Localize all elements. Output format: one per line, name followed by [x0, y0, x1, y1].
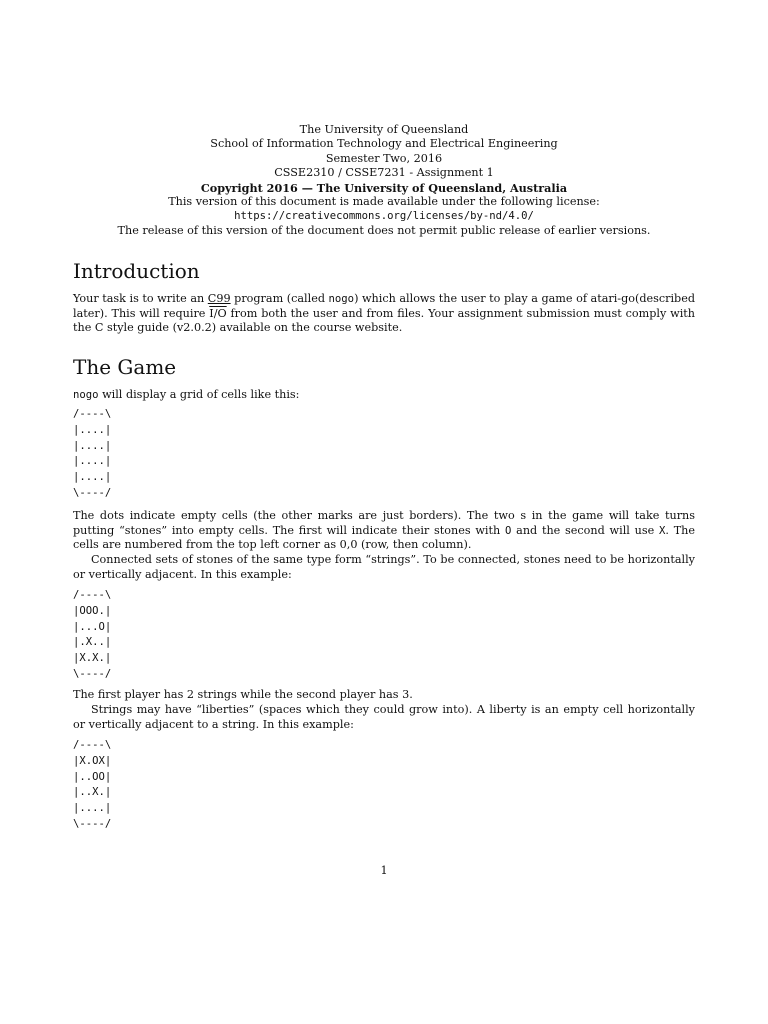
grid-line: |....|: [73, 455, 112, 468]
document-header: [0, 123, 768, 238]
stone-x-symbol: X: [658, 524, 666, 537]
grid-line: |...O|: [73, 620, 112, 633]
stones-text-2: and the second will use: [511, 523, 659, 537]
grid-line: |....|: [73, 439, 112, 452]
io-term: I/O: [209, 306, 227, 320]
license-intro: This version of this document is made available under the following license:: [168, 195, 600, 209]
grid-line: |OOO.|: [73, 604, 112, 617]
grid-line: \----/: [73, 667, 112, 680]
grid-line: \----/: [73, 817, 112, 830]
intro-text-4: from both the user and from files. Your assignment submission must comply with the C style guide (v2.0.2) available on the course website.: [73, 306, 695, 335]
copyright-line: Copyright 2016 — The University of Queensland, Australia: [200, 180, 568, 195]
liberties-paragraph: Strings may have “liberties” (spaces which they could grow into). A liberty is an empty cell horizontally or vertically adjacent to a string. In this example:: [73, 703, 695, 731]
grid-line: |X.X.|: [73, 652, 112, 665]
introduction-paragraph: [73, 292, 695, 336]
strings-grid-example: [73, 588, 111, 683]
license-url: https://creativecommons.org/licenses/by-nd/4.0/: [234, 210, 534, 223]
grid-line: |....|: [73, 802, 112, 815]
page-number: 1: [380, 864, 388, 877]
grid-line: /----\: [73, 589, 112, 601]
intro-text-1: Your task is to write an: [73, 292, 208, 305]
grid-line: \----/: [73, 486, 112, 499]
game-intro-paragraph: [73, 388, 695, 403]
strings-paragraph: Connected sets of stones of the same type form “strings”. To be connected, stones need to be horizontally or vertically adjacent. In this example:: [73, 553, 695, 581]
stones-text-1: The dots indicate empty cells (the other marks are just borders). The two s in the game will take turns putting “stones” into empty cells. The first will indicate their stones with: [73, 509, 695, 537]
grid-line: /----\: [73, 408, 112, 420]
grid-line: |..OO|: [73, 770, 112, 783]
introduction-heading: Introduction: [73, 259, 200, 283]
grid-line: |....|: [73, 423, 112, 436]
university-name: The University of Queensland: [299, 123, 469, 136]
c99-term: C99: [207, 292, 231, 305]
grid-line: |X.OX|: [73, 754, 112, 767]
stones-text-3: . The cells are numbered from the top left corner as 0,0 (row, then column).: [73, 523, 695, 552]
program-name-2: nogo: [73, 389, 99, 401]
grid-line: /----\: [73, 739, 112, 751]
grid-line: |..X.|: [73, 786, 112, 799]
game-intro-text: will display a grid of cells like this:: [98, 388, 300, 401]
grid-line: |....|: [73, 471, 112, 484]
empty-grid-example: [73, 407, 111, 502]
intro-text-2: program (called: [230, 292, 329, 305]
program-name: nogo: [328, 293, 355, 305]
release-note: The release of this version of the document does not permit public release of earlier versions.: [117, 223, 651, 237]
semester: Semester Two, 2016: [325, 151, 443, 165]
intro-text-3: ) which allows the user to play a game of atari-go(described later). This will require: [73, 292, 695, 320]
course-assignment: CSSE2310 / CSSE7231 - Assignment 1: [274, 166, 494, 180]
liberties-grid-example: [73, 738, 111, 833]
stones-paragraph: [73, 509, 695, 553]
the-game-heading: The Game: [73, 355, 177, 379]
string-count-paragraph: The first player has 2 strings while the second player has 3.: [73, 688, 413, 701]
stone-o-symbol: O: [504, 524, 512, 537]
grid-line: |.X..|: [73, 636, 112, 649]
school-name: School of Information Technology and Electrical Engineering: [210, 137, 558, 151]
